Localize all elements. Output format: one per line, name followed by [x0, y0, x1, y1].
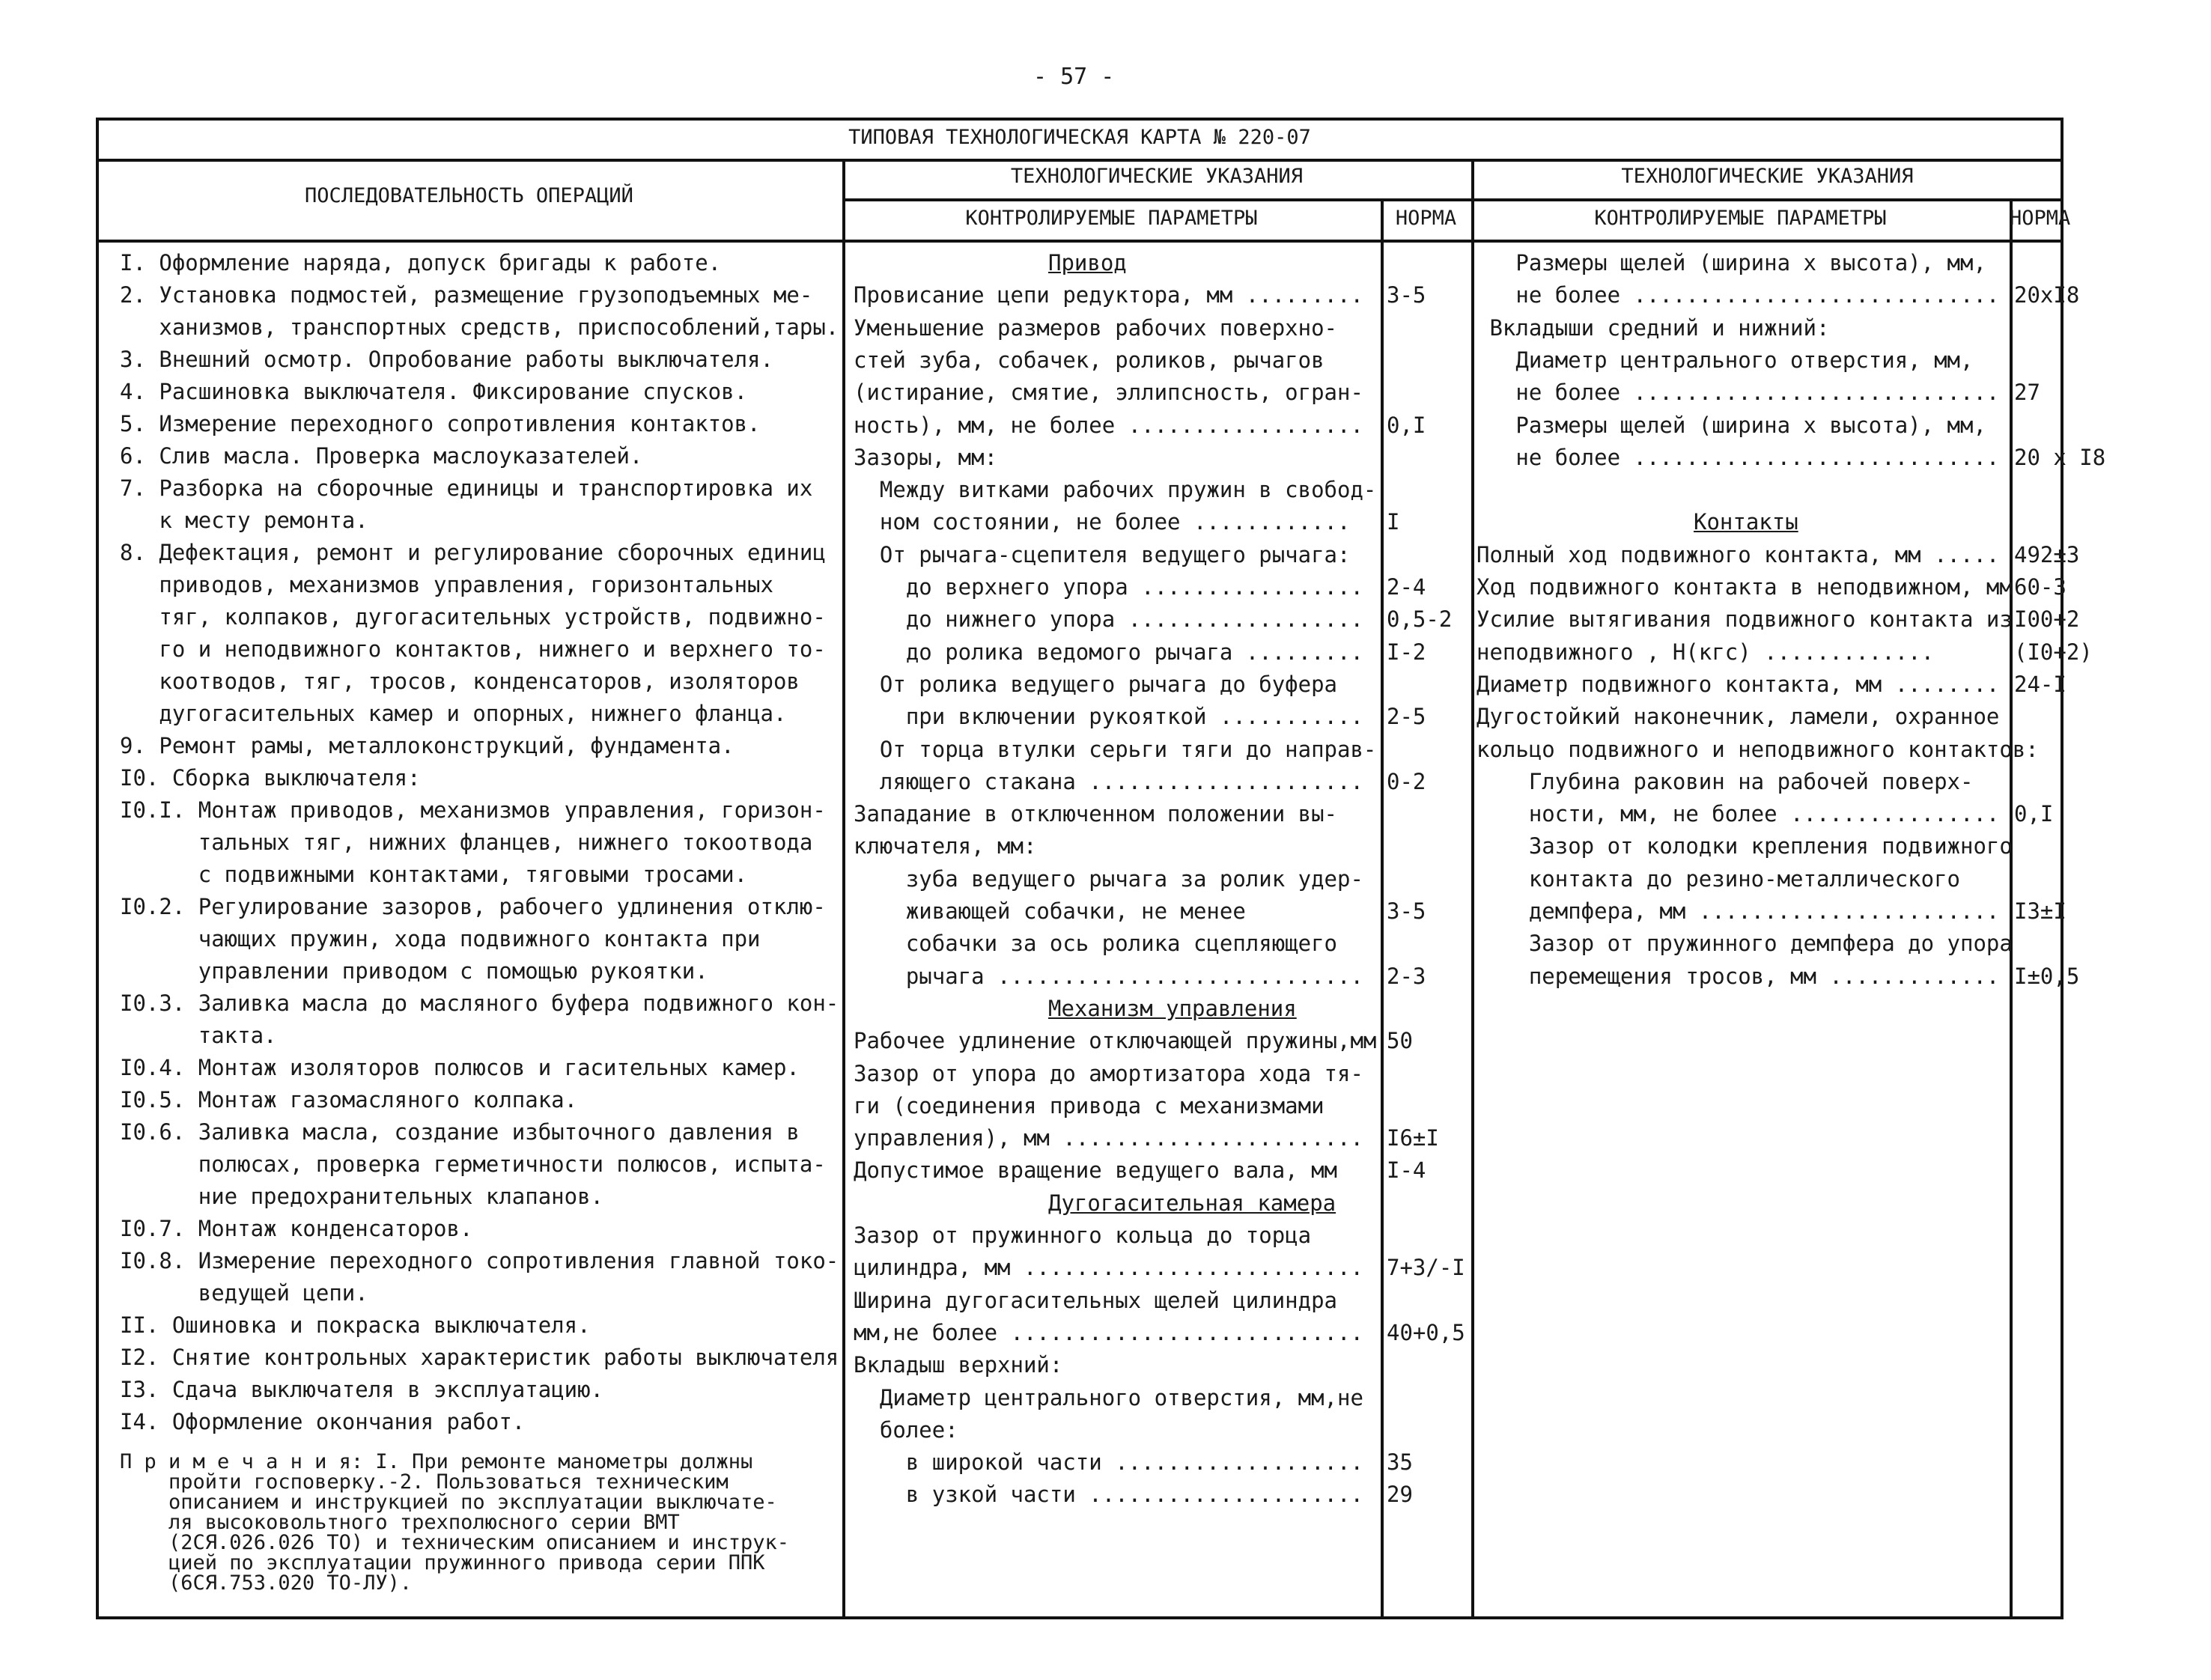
left-param-line: Зазоры, мм: [854, 444, 998, 470]
right-param-line: кольцо подвижного и неподвижного контактов: [1476, 736, 2039, 762]
header-params-right: КОНТРОЛИРУЕМЫЕ ПАРАМЕТРЫ [1594, 207, 1887, 230]
operation-line: I0.4. Монтаж изоляторов полюсов и гасительных камер. [120, 1055, 800, 1080]
left-param-line: цилиндра, мм .......................... [854, 1255, 1363, 1281]
left-param-line: Между витками рабочих пружин в свобод- [854, 477, 1377, 503]
header-tech-right: ТЕХНОЛОГИЧЕСКИЕ УКАЗАНИЯ [1621, 165, 1914, 188]
operation-line: I0.7. Монтаж конденсаторов. [120, 1216, 473, 1241]
operation-line: го и неподвижного контактов, нижнего и верхнего то- [120, 636, 826, 662]
right-param-line: не более ............................ [1476, 282, 2000, 308]
header-bottom-divider [96, 240, 2064, 243]
header-norm-right: НОРМА [2010, 207, 2071, 230]
right-parameters [1476, 247, 2106, 1071]
right-param-line: Глубина раковин на рабочей поверх- [1476, 768, 1974, 794]
right-param-line: Дугостойкий наконечник, ламели, охранное [1476, 704, 2000, 730]
operation-line: I2. Снятие контрольных характеристик работы выключателя [120, 1345, 839, 1370]
left-param-line: до верхнего упора ................. [854, 574, 1363, 600]
right-param-line-norm: 60-3 [2014, 574, 2066, 600]
left-param-line: собачки за ось ролика сцепляющего [854, 931, 1338, 957]
left-param-line: От торца втулки серьги тяги до направ- [854, 736, 1377, 762]
operation-line: 7. Разборка на сборочные единицы и транспортировка их [120, 475, 813, 501]
operation-line: I3. Сдача выключателя в эксплуатацию. [120, 1377, 604, 1402]
operation-line: I0.6. Заливка масла, создание избыточного давления в [120, 1119, 800, 1145]
card-title: ТИПОВАЯ ТЕХНОЛОГИЧЕСКАЯ КАРТА № 220-07 [848, 126, 1311, 149]
operation-line: тяг, колпаков, дугогасительных устройств, подвижно- [120, 604, 826, 630]
right-param-line: не более ............................ [1476, 380, 2000, 406]
operation-line: 2. Установка подмостей, размещение грузоподъемных ме- [120, 282, 813, 308]
left-param-line-heading: Привод [1048, 250, 1127, 276]
operation-line: I0.I. Монтаж приводов, механизмов управления, горизон- [120, 797, 826, 823]
right-param-line-norm: 20 x I8 [2014, 444, 2106, 470]
right-param-line: Усилие вытягивания подвижного контакта из [1476, 606, 2013, 633]
left-param-line: Западание в отключенном положении вы- [854, 801, 1338, 827]
right-param-line-norm: I3±I [2014, 898, 2066, 924]
header-sequence: ПОСЛЕДОВАТЕЛЬНОСТЬ ОПЕРАЦИЙ [305, 184, 633, 207]
left-param-line-norm: 2-3 [1387, 963, 1426, 989]
subheader-divider [842, 198, 2063, 201]
right-param-line-norm: 0,I [2014, 801, 2054, 827]
operation-line: чающих пружин, хода подвижного контакта при [120, 926, 761, 952]
left-param-line-heading: Дугогасительная камера [1048, 1190, 1336, 1216]
left-param-line-norm: 0-2 [1387, 768, 1426, 794]
operation-line: 5. Измерение переходного сопротивления контактов. [120, 411, 761, 436]
note-line: цией по эксплуатации пружинного привода серии ППК [120, 1551, 765, 1574]
left-param-line-norm: 7+3/-I [1387, 1255, 1465, 1281]
right-param-line: Диаметр подвижного контакта, мм ........ [1476, 671, 2000, 697]
left-param-line-norm: I-2 [1387, 639, 1426, 665]
right-param-line: Ход подвижного контакта в неподвижном, мм [1476, 574, 2013, 600]
header-tech-left: ТЕХНОЛОГИЧЕСКИЕ УКАЗАНИЯ [1010, 165, 1304, 188]
left-param-line: ляющего стакана ..................... [854, 768, 1363, 794]
left-param-line-norm: 0,I [1387, 412, 1426, 438]
left-param-line: Рабочее удлинение отключающей пружины,мм [854, 1028, 1377, 1054]
left-param-line: живающей собачки, не менее [854, 898, 1246, 924]
left-param-line: мм,не более ........................... [854, 1319, 1363, 1345]
operation-line: приводов, механизмов управления, горизонтальных [120, 572, 773, 597]
left-param-line: в узкой части ..................... [854, 1482, 1363, 1508]
left-param-line: Зазор от пружинного кольца до торца [854, 1223, 1312, 1248]
left-param-line: От рычага-сцепителя ведущего рычага: [854, 541, 1351, 567]
right-param-line-norm: I00+2 [2014, 606, 2080, 633]
left-param-line-norm: 3-5 [1387, 898, 1426, 924]
right-param-line: демпфера, мм ....................... [1476, 898, 2000, 924]
note-line: ля высоковольтного трехполюсного серии ВМТ [120, 1511, 680, 1534]
right-param-line: не более ............................ [1476, 444, 2000, 470]
operation-line: 8. Дефектация, ремонт и регулирование сборочных единиц [120, 540, 826, 565]
left-param-line: Ширина дугогасительных щелей цилиндра [854, 1287, 1338, 1313]
left-param-line-norm: 40+0,5 [1387, 1319, 1465, 1345]
left-param-line: Зазор от упора до амортизатора хода тя- [854, 1060, 1363, 1086]
left-param-line: до ролика ведомого рычага ......... [854, 639, 1363, 665]
left-param-line: в широкой части ................... [854, 1449, 1363, 1476]
note-line: (6СЯ.753.020 ТО-ЛУ). [120, 1571, 413, 1595]
operation-line: управлении приводом с помощью рукоятки. [120, 958, 708, 984]
left-param-line: От ролика ведущего рычага до буфера [854, 671, 1338, 697]
operation-line: I0.2. Регулирование зазоров, рабочего удлинения отклю- [120, 894, 826, 919]
page-number: - 57 - [1033, 64, 1115, 90]
left-param-line: рычага ............................ [854, 963, 1363, 989]
right-param-line-norm: (I0+2) [2014, 639, 2093, 665]
left-parameters [854, 247, 1468, 1595]
left-param-line: стей зуба, собачек, роликов, рычагов [854, 347, 1325, 373]
left-param-line: ность), мм, не более .................. [854, 412, 1363, 438]
left-param-line-norm: 3-5 [1387, 282, 1426, 308]
left-param-line: до нижнего упора .................. [854, 606, 1363, 633]
left-param-line: Диаметр центрального отверстия, мм,не [854, 1384, 1363, 1410]
operation-line: к месту ремонта. [120, 508, 368, 533]
header-params-left: КОНТРОЛИРУЕМЫЕ ПАРАМЕТРЫ [965, 207, 1258, 230]
right-param-line: Зазор от пружинного демпфера до упора [1476, 931, 2013, 957]
right-param-line: перемещения тросов, мм ............. [1476, 963, 2000, 989]
operation-line: коотводов, тяг, тросов, конденсаторов, изоляторов [120, 669, 800, 694]
left-param-line: Допустимое вращение ведущего вала, мм [854, 1157, 1338, 1184]
left-param-line: Уменьшение размеров рабочих поверхно- [854, 314, 1338, 341]
right-param-line-norm: 24-I [2014, 671, 2066, 697]
right-param-line: ности, мм, не более ................ [1476, 801, 2000, 827]
left-param-line-norm: I [1387, 509, 1400, 535]
operation-line: ние предохранительных клапанов. [120, 1184, 604, 1209]
left-param-line-norm: 29 [1387, 1482, 1413, 1508]
right-param-line-norm: 20xI8 [2014, 282, 2080, 308]
left-param-line: при включении рукояткой ........... [854, 704, 1363, 730]
operation-line: такта. [120, 1023, 277, 1048]
left-param-line: Провисание цепи редуктора, мм ......... [854, 282, 1363, 308]
notes-block [120, 1452, 839, 1610]
left-param-line: более: [854, 1416, 958, 1443]
note-line: П р и м е ч а н и я: I. При ремонте манометры должны [120, 1450, 753, 1473]
left-param-line-norm: 0,5-2 [1387, 606, 1453, 633]
column-divider-3 [1471, 159, 1474, 1619]
left-param-line: ном состоянии, не более ............ [854, 509, 1351, 535]
left-param-line: ключателя, мм: [854, 833, 1037, 859]
left-param-line: ги (соединения привода с механизмами [854, 1092, 1325, 1119]
operation-line: 4. Расшиновка выключателя. Фиксирование спусков. [120, 379, 748, 404]
right-param-line-norm: I±0,5 [2014, 963, 2080, 989]
left-param-line-heading: Механизм управления [1048, 995, 1297, 1021]
left-param-line: зуба ведущего рычага за ролик удер- [854, 865, 1363, 892]
left-param-line-norm: I-4 [1387, 1157, 1426, 1184]
right-param-line: Диаметр центрального отверстия, мм, [1476, 347, 1974, 373]
left-param-line-norm: 50 [1387, 1028, 1413, 1054]
left-param-line-norm: 2-4 [1387, 574, 1426, 600]
operation-line: I. Оформление наряда, допуск бригады к работе. [120, 250, 722, 276]
operation-line: I0.5. Монтаж газомасляного колпака. [120, 1087, 578, 1113]
note-line: (2СЯ.026.026 ТО) и техническим описанием и инструк- [120, 1531, 790, 1554]
operation-line: ведущей цепи. [120, 1280, 368, 1306]
left-param-line-norm: 35 [1387, 1449, 1413, 1476]
right-param-line: Зазор от колодки крепления подвижного [1476, 833, 2013, 859]
right-param-line-heading: Контакты [1694, 509, 1798, 535]
left-param-line-norm: I6±I [1387, 1125, 1439, 1151]
right-param-line: неподвижного , Н(кгс) ............. [1476, 639, 1935, 665]
operation-line: 6. Слив масла. Проверка маслоуказателей. [120, 443, 643, 469]
operation-line: II. Ошиновка и покраска выключателя. [120, 1312, 591, 1338]
note-line: описанием и инструкцией по эксплуатации выключате- [120, 1491, 777, 1514]
operation-line: дугогасительных камер и опорных, нижнего фланца. [120, 701, 787, 726]
left-param-line-norm: 2-5 [1387, 704, 1426, 730]
right-param-line: Полный ход подвижного контакта, мм ..... [1476, 541, 2000, 567]
right-param-line: Размеры щелей (ширина х высота), мм, [1476, 250, 1986, 276]
operation-line: I0.3. Заливка масла до масляного буфера подвижного кон- [120, 990, 839, 1016]
operation-line: 3. Внешний осмотр. Опробование работы выключателя. [120, 347, 773, 372]
left-param-line: Вкладыш верхний: [854, 1352, 1063, 1378]
right-param-line-norm: 27 [2014, 380, 2040, 406]
operation-line: полюсах, проверка герметичности полюсов, испыта- [120, 1151, 826, 1177]
left-param-line: управления), мм ....................... [854, 1125, 1363, 1151]
left-param-line: (истирание, смятие, эллипсность, огран- [854, 380, 1363, 406]
operations-list [120, 247, 839, 1445]
operation-line: ханизмов, транспортных средств, приспособлений,тары. [120, 314, 839, 340]
operation-line: тальных тяг, нижних фланцев, нижнего токоотвода [120, 830, 813, 855]
operation-line: I0. Сборка выключателя: [120, 765, 421, 791]
title-divider [96, 159, 2064, 162]
operation-line: 9. Ремонт рамы, металлоконструкций, фундамента. [120, 733, 735, 758]
operation-line: с подвижными контактами, тяговыми тросами. [120, 862, 748, 887]
note-line: пройти госповерку.-2. Пользоваться техническим [120, 1470, 729, 1494]
right-param-line: Вкладыши средний и нижний: [1476, 314, 1830, 341]
right-param-line: Размеры щелей (ширина х высота), мм, [1476, 412, 1986, 438]
column-divider-1 [842, 159, 845, 1619]
right-param-line-norm: 492±3 [2014, 541, 2080, 567]
header-norm-left: НОРМА [1395, 207, 1457, 230]
operation-line: I0.8. Измерение переходного сопротивления главной токо- [120, 1248, 839, 1273]
operation-line: I4. Оформление окончания работ. [120, 1409, 526, 1434]
right-param-line: контакта до резино-металлического [1476, 865, 1961, 892]
